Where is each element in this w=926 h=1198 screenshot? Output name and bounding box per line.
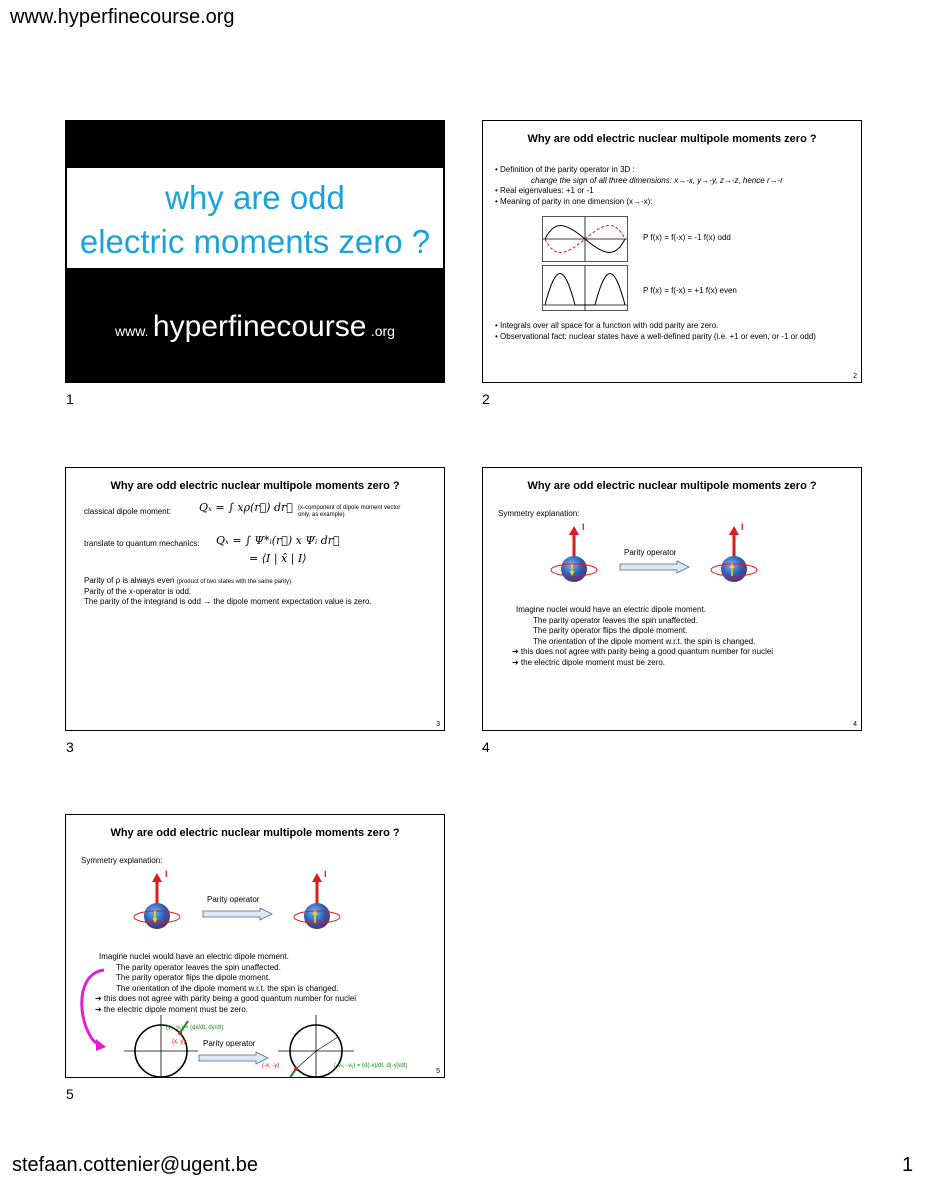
bullet-eigenvalues: • Real eigenvalues: +1 or -1 (495, 186, 594, 195)
symmetry-label: Symmetry explanation: (498, 509, 580, 518)
bullet-observation: • Observational fact: nuclear states have a well-defined parity (i.e. +1 or even, or -1 or odd) (495, 331, 816, 341)
slide-2-title: Why are odd electric nuclear multipole moments zero ? (527, 133, 817, 145)
line-dipole-flips: The parity operator flips the dipole moment. (116, 973, 271, 982)
parity-operator-label-2: Parity operator (203, 1039, 256, 1048)
line-spin-unaffected: The parity operator leaves the spin unaffected. (533, 615, 698, 625)
odd-equation: P f(x) = f(-x) = -1 f(x) odd (643, 233, 731, 242)
line-spin-unaffected: The parity operator leaves the spin unaffected. (116, 962, 281, 972)
bullet-definition: • Definition of the parity operator in 3D : (495, 165, 635, 174)
line-orientation: The orientation of the dipole moment w.r.t. the spin is changed. (116, 983, 339, 993)
even-function-plot (542, 265, 628, 311)
bullet-definition-sub: change the sign of all three dimensions: x→-x, y→-y, z→-z, hence r→-r (531, 175, 783, 185)
parity-integrand: The parity of the integrand is odd → the dipole moment expectation value is zero. (84, 597, 372, 606)
line-imagine: Imagine nuclei would have an electric dipole moment. (516, 605, 706, 614)
parity-arrow (619, 560, 691, 574)
parity-x: Parity of the x-operator is odd. (84, 586, 192, 596)
slide-2-bullets-bottom (495, 321, 861, 342)
header-url: www.hyperfinecourse.org (10, 6, 235, 28)
quantum-equation-braket: = ⟨I | x̂ | I⟩ (249, 552, 307, 565)
slide-1-number: 1 (66, 391, 74, 407)
slide-3 (65, 467, 445, 731)
line-dipole-flips: The parity operator flips the dipole moment. (533, 626, 688, 635)
slide-5-text (95, 952, 439, 1015)
bullet-integrals: • Integrals over all space for a function with odd parity are zero. (495, 321, 719, 330)
brand-prefix: www. (115, 323, 149, 339)
line-conclusion: ➔ the electric dipole moment must be zero. (512, 657, 665, 667)
slide-4-number: 4 (482, 739, 490, 755)
slide-3-text (84, 576, 444, 608)
slide-4 (482, 467, 862, 731)
brand-suffix: .org (370, 323, 395, 339)
spin-label-right: I (324, 869, 327, 879)
footer-page-number: 1 (902, 1154, 914, 1176)
spin-label-left: I (165, 869, 168, 879)
classical-note: (x-component of dipole moment vector only, as example) (298, 505, 401, 518)
slide-4-title: Why are odd electric nuclear multipole moments zero ? (527, 480, 817, 492)
footer-email: stefaan.cottenier@ugent.be (12, 1154, 259, 1176)
orbit-circle-left (116, 1013, 201, 1078)
line-disagree: ➔ this does not agree with parity being a good quantum number for nuclei (512, 647, 774, 656)
nucleus-after-parity (292, 873, 342, 941)
slide-2-bullets (495, 165, 855, 207)
parity-rho: Parity of ρ is always even (84, 576, 175, 585)
classical-equation: Qₓ = ∫ xρ(r⃗) dr⃗ (199, 501, 293, 514)
slide-2-number: 2 (482, 391, 490, 407)
classical-label: classical dipole moment: (84, 507, 172, 516)
magenta-curved-arrow (72, 965, 112, 1053)
slide-2 (482, 120, 862, 383)
brand (65, 310, 445, 344)
negative-position-label: (-x, -y) (262, 1063, 280, 1069)
spin-label-right: I (741, 522, 744, 532)
slide-5-title: Why are odd electric nuclear multipole moments zero ? (110, 827, 400, 839)
even-equation: P f(x) = f(-x) = +1 f(x) even (643, 286, 737, 295)
symmetry-label: Symmetry explanation: (81, 856, 163, 865)
parity-operator-label: Parity operator (207, 895, 260, 904)
nucleus-before-parity (549, 526, 599, 594)
slide-3-corner-number: 3 (436, 721, 440, 728)
slide-4-corner-number: 4 (853, 721, 857, 728)
line-disagree: ➔ this does not agree with parity being a good quantum number for nuclei (95, 994, 357, 1003)
parity-arrow (202, 907, 274, 921)
slide-1 (65, 120, 445, 383)
nucleus-after-parity (709, 526, 759, 594)
slide-3-number: 3 (66, 739, 74, 755)
parity-operator-label: Parity operator (624, 548, 677, 557)
bullet-meaning: • Meaning of parity in one dimension (x→-x): (495, 196, 653, 206)
slide-5-corner-number: 5 (436, 1068, 440, 1075)
slide-5-number: 5 (66, 1086, 74, 1102)
slide-5 (65, 814, 445, 1078)
line-imagine: Imagine nuclei would have an electric dipole moment. (99, 952, 289, 961)
slide-3-title: Why are odd electric nuclear multipole moments zero ? (110, 480, 400, 492)
velocity-label: (vₓ, vᵧ) = (dx/dt, dy/dt) (166, 1025, 224, 1031)
parity-rho-note: (product of two states with the same parity). (176, 579, 293, 585)
position-label: (x, y) (172, 1039, 186, 1045)
nucleus-before-parity (132, 873, 182, 941)
negative-velocity-label: (-vₓ, -vᵧ) = (d(-x)/dt, d(-y)/dt) (334, 1063, 408, 1069)
title-line-2: electric moments zero ? (79, 223, 431, 260)
spin-label-left: I (582, 522, 585, 532)
quantum-equation: Qₓ = ∫ Ψ*ᵢ(r⃗) x Ψᵢ dr⃗ (216, 534, 340, 547)
translate-label: translate to quantum mechanics: (84, 539, 200, 548)
brand-main: hyperfinecourse (152, 310, 367, 343)
parity-arrow-2 (198, 1051, 270, 1065)
line-conclusion: ➔ the electric dipole moment must be zero. (95, 1004, 248, 1014)
odd-function-plot (542, 216, 628, 262)
slide-2-corner-number: 2 (853, 373, 857, 380)
slide-4-text (512, 605, 856, 668)
title-line-1: why are odd (165, 179, 345, 216)
slide-1-title (65, 176, 445, 264)
line-orientation: The orientation of the dipole moment w.r.t. the spin is changed. (533, 636, 756, 646)
